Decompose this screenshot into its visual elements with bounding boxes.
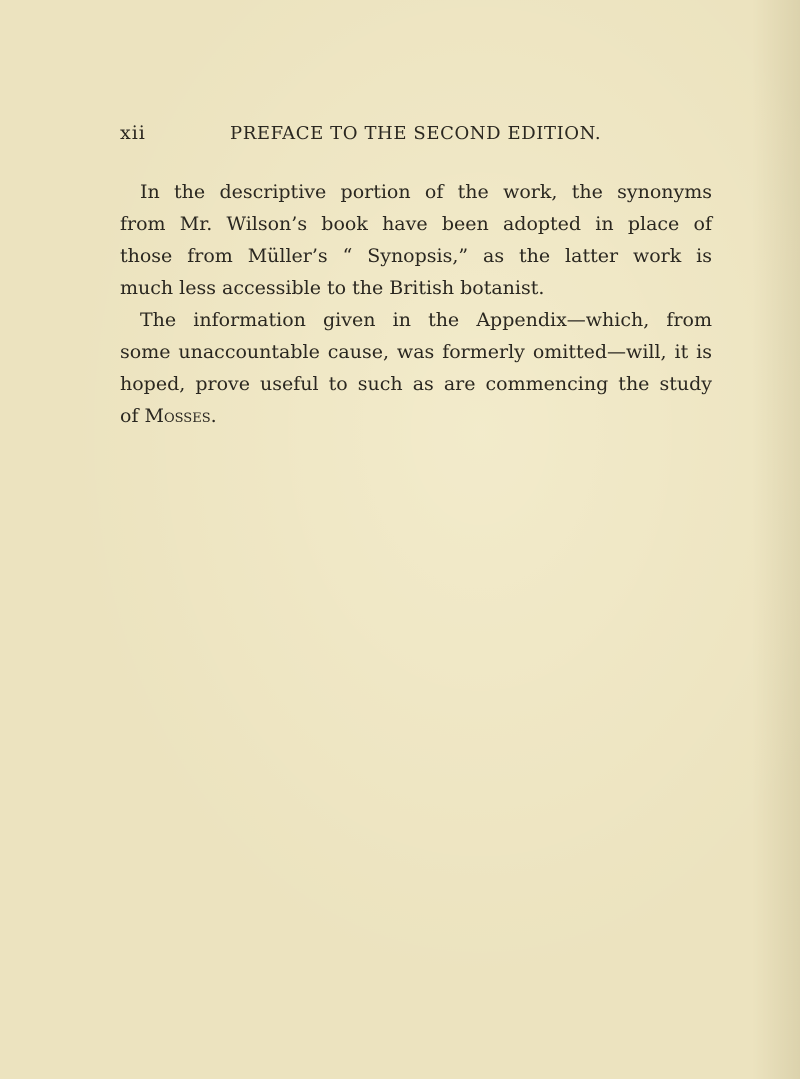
- text-line: some unaccountable cause, was formerly omitted—will, it is: [120, 341, 712, 363]
- text-line-final: [120, 400, 712, 432]
- body-text: [120, 176, 712, 432]
- text-line: those from Müller’s “ Synopsis,” as the latter work is: [120, 245, 712, 267]
- text-line: In the descriptive portion of the work, the synonyms: [140, 181, 712, 203]
- page-number: xii: [120, 122, 146, 144]
- mosses-smallcaps: Mosses.: [144, 405, 217, 427]
- text-line: hoped, prove useful to such as are commencing the study: [120, 373, 712, 395]
- running-head: PREFACE TO THE SECOND EDITION.: [230, 123, 602, 144]
- paragraph-2: [120, 304, 712, 432]
- paragraph-1: [120, 176, 712, 304]
- text-line: The information given in the Appendix—which, from: [140, 309, 712, 331]
- page-header: [120, 122, 700, 148]
- text-line: much less accessible to the British botanist.: [120, 277, 545, 299]
- text-line: from Mr. Wilson’s book have been adopted in place of: [120, 213, 712, 235]
- final-prefix: of: [120, 405, 145, 427]
